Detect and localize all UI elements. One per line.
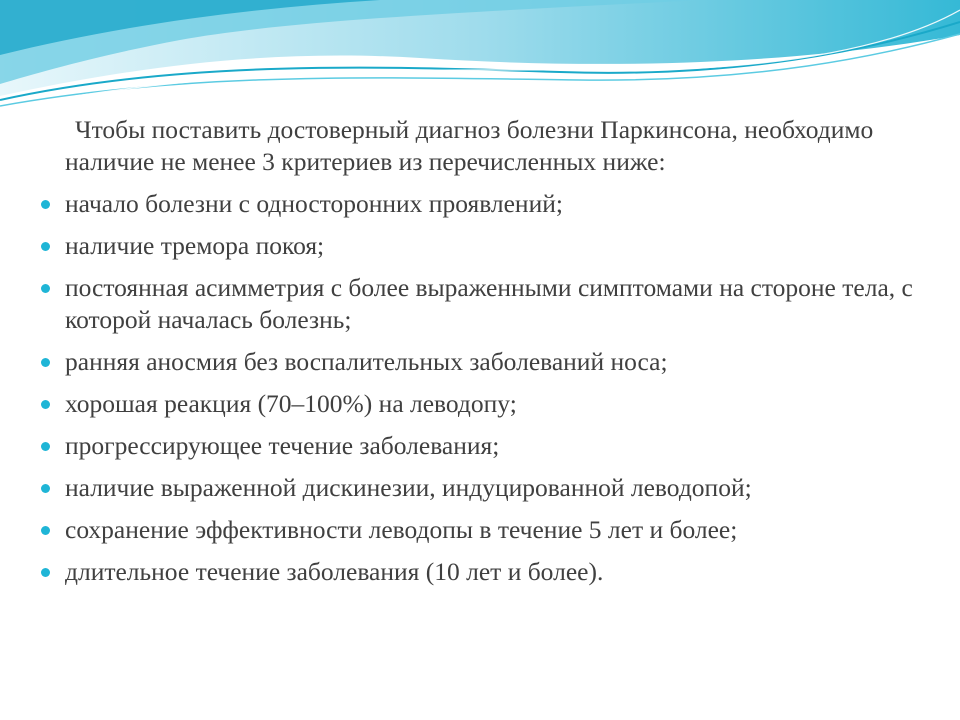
bullet-icon [41, 484, 50, 493]
intro-text: Чтобы поставить достоверный диагноз болезни Паркинсона, необходимо наличие не менее 3 критериев из перечисленных ниже: [65, 115, 874, 176]
list-item-text: ранняя аносмия без воспалительных заболеваний носа; [65, 347, 668, 376]
bullet-icon [41, 442, 50, 451]
header-wave-decoration [0, 0, 960, 120]
bullet-icon [41, 200, 50, 209]
bullet-icon [41, 568, 50, 577]
list-item-text: постоянная асимметрия с более выраженными симптомами на стороне тела, с которой началась болезнь; [65, 273, 913, 334]
criteria-list [38, 188, 918, 588]
list-item [38, 346, 918, 378]
list-item [38, 188, 918, 220]
list-item [38, 272, 918, 336]
list-item-text: наличие выраженной дискинезии, индуцированной леводопой; [65, 473, 752, 502]
list-item [38, 430, 918, 462]
list-item [38, 388, 918, 420]
bullet-icon [41, 284, 50, 293]
list-item-text: начало болезни с односторонних проявлений; [65, 189, 563, 218]
list-item [38, 556, 918, 588]
bullet-icon [41, 526, 50, 535]
list-item-text: длительное течение заболевания (10 лет и более). [65, 557, 604, 586]
list-item [38, 514, 918, 546]
list-item-text: хорошая реакция (70–100%) на леводопу; [65, 389, 517, 418]
bullet-icon [41, 242, 50, 251]
list-item-text: прогрессирующее течение заболевания; [65, 431, 500, 460]
list-item [38, 472, 918, 504]
bullet-icon [41, 400, 50, 409]
slide-body [38, 114, 918, 598]
list-item [38, 230, 918, 262]
bullet-icon [41, 358, 50, 367]
list-item-text: наличие тремора покоя; [65, 231, 325, 260]
list-item-text: сохранение эффективности леводопы в течение 5 лет и более; [65, 515, 738, 544]
